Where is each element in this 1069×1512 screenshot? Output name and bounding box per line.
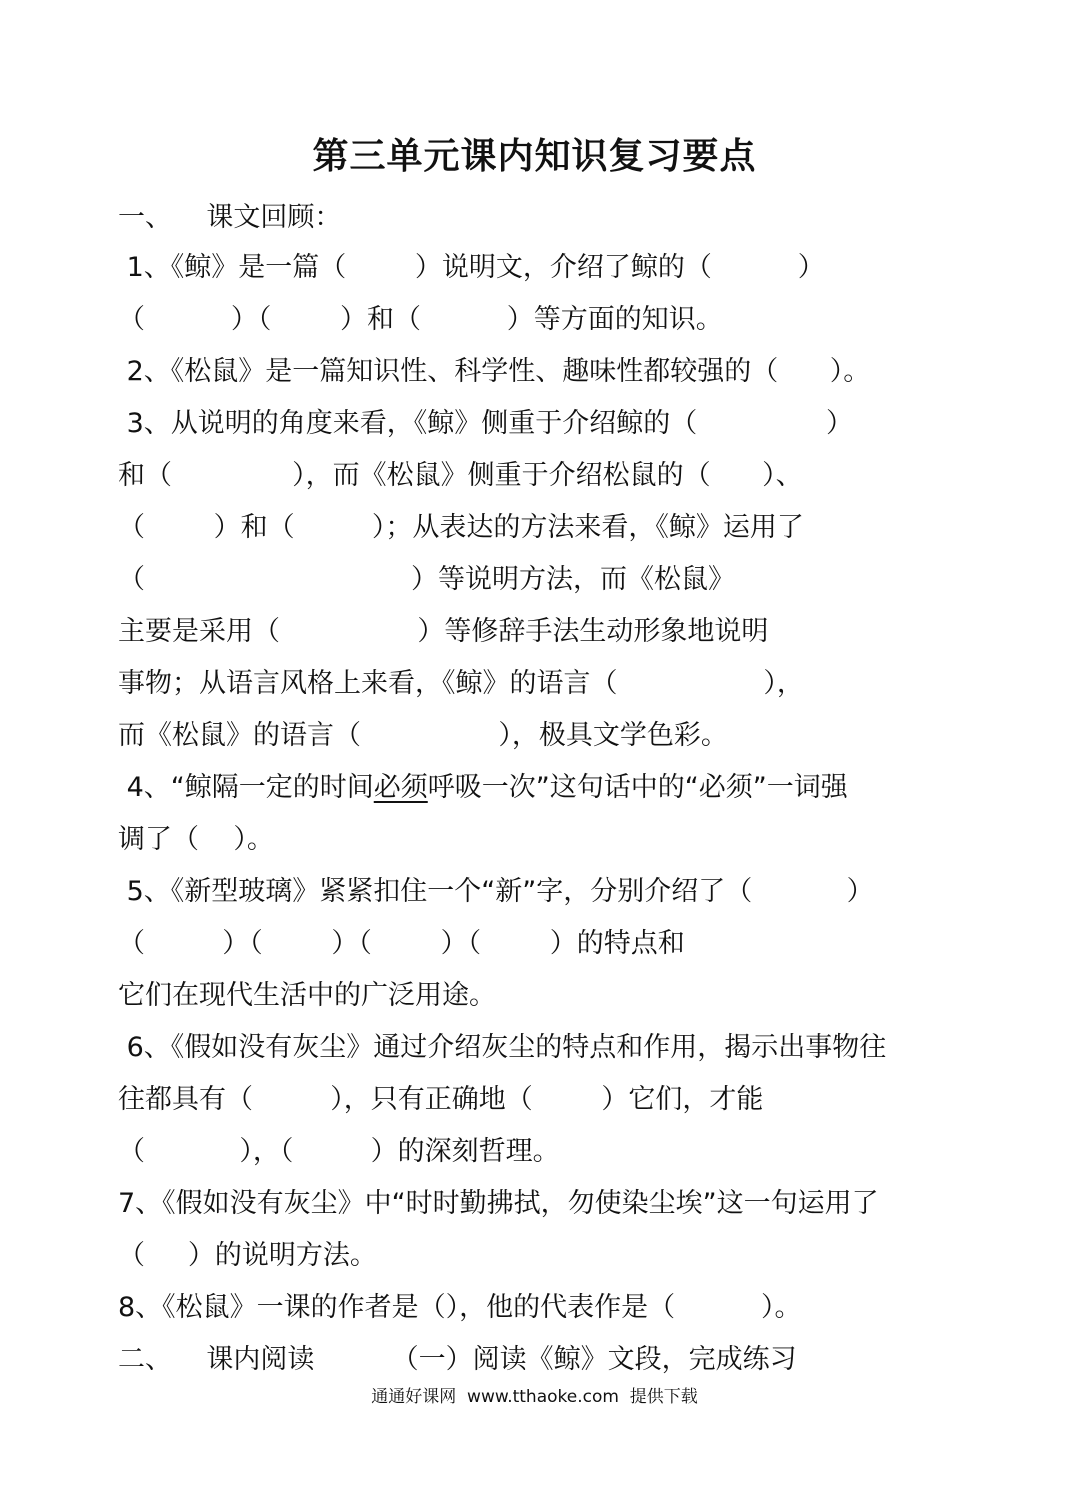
page-title: 第三单元课内知识复习要点: [312, 136, 757, 177]
question-3-line-3: （ ）和（ ）；从表达的方法来看，《鲸》运用了: [118, 512, 804, 543]
question-6-line-2: 往都具有（ ），只有正确地（ ）它们，才能: [118, 1084, 764, 1115]
question-8: 8、《松鼠》一课的作者是（），他的代表作是（ ）。: [118, 1292, 802, 1323]
question-3-line-7: 而《松鼠》的语言（ ），极具文学色彩。: [118, 720, 728, 751]
section-heading-reading: 二、 课内阅读 （一）阅读《鲸》文段，完成练习: [118, 1344, 797, 1375]
question-5-line-2: （ ）（ ）（ ）（ ）的特点和: [118, 928, 685, 959]
question-1-line-1: 1、《鲸》是一篇（ ）说明文，介绍了鲸的（ ）: [118, 252, 825, 283]
question-4-text-b: 呼吸一次”这句话中的“必须”一词强: [427, 772, 848, 803]
question-6-line-1: 6、《假如没有灰尘》通过介绍灰尘的特点和作用，揭示出事物往: [118, 1032, 887, 1063]
question-7-line-1: 7、《假如没有灰尘》中“时时勤拂拭，勿使染尘埃”这一句运用了: [118, 1188, 879, 1219]
question-5-line-3: 它们在现代生活中的广泛用途。: [118, 980, 496, 1011]
footer-credit: 通通好课网 www.tthaoke.com 提供下载: [371, 1387, 698, 1407]
question-5-line-1: 5、《新型玻璃》紧紧扣住一个“新”字，分别介绍了（ ）: [118, 876, 874, 907]
question-4-line-2: 调了（ ）。: [118, 824, 274, 855]
question-4-text-a: 4、“鲸隔一定的时间: [118, 772, 374, 803]
question-1-line-2: （ ）（ ）和（ ）等方面的知识。: [118, 304, 723, 335]
question-6-line-3: （ ），（ ）的深刻哲理。: [118, 1136, 560, 1167]
section-heading-review: 一、 课文回顾：: [118, 202, 342, 233]
question-3-line-4: （ ）等说明方法，而《松鼠》: [118, 564, 736, 595]
underlined-word: 必须: [373, 772, 428, 803]
question-4-line-1: [118, 770, 958, 806]
question-7-line-2: （ ）的说明方法。: [118, 1240, 377, 1271]
question-3-line-1: 3、从说明的角度来看，《鲸》侧重于介绍鲸的（ ）: [118, 408, 853, 439]
question-3-line-6: 事物；从语言风格上来看，《鲸》的语言（ ），: [118, 668, 804, 699]
question-3-line-2: 和（ ），而《松鼠》侧重于介绍松鼠的（ ）、: [118, 460, 803, 491]
question-3-line-5: 主要是采用（ ）等修辞手法生动形象地说明: [118, 616, 769, 647]
question-2: 2、《松鼠》是一篇知识性、科学性、趣味性都较强的（ ）。: [118, 356, 871, 387]
